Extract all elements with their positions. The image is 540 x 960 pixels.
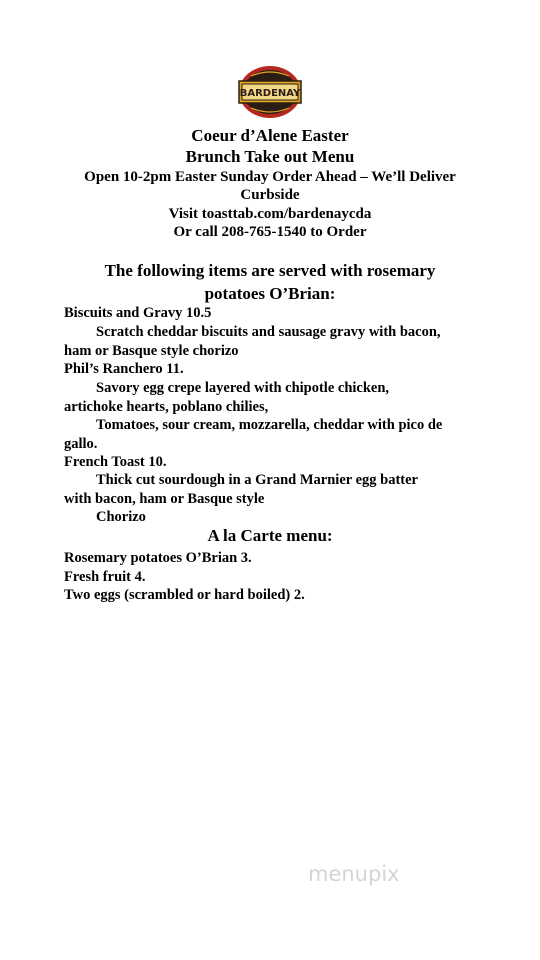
menu-item-description: artichoke hearts, poblano chilies, [64, 399, 269, 415]
section-heading-line-1: The following items are served with rosemary [104, 261, 436, 280]
menu-item-title: Biscuits and Gravy 10.5 [64, 305, 212, 321]
bardenay-logo [237, 64, 303, 120]
hours-line-continued: Curbside [240, 187, 300, 203]
page-title-line-1: Coeur d’Alene Easter [191, 126, 349, 145]
alacarte-heading: A la Carte menu: [207, 526, 333, 545]
menu-item-title: French Toast 10. [64, 454, 167, 470]
menu-item-description: Thick cut sourdough in a Grand Marnier egg batter [96, 472, 418, 488]
alacarte-item: Fresh fruit 4. [64, 569, 146, 585]
menu-item-description: gallo. [64, 436, 98, 452]
menu-item-description: Savory egg crepe layered with chipotle chicken, [96, 380, 390, 396]
alacarte-item: Rosemary potatoes O’Brian 3. [64, 550, 252, 566]
menu-item-title: Phil’s Ranchero 11. [64, 361, 184, 377]
menu-item-description: Scratch cheddar biscuits and sausage gravy with bacon, [96, 324, 441, 340]
menu-item-description: with bacon, ham or Basque style [64, 491, 265, 507]
menu-item-description: Chorizo [96, 509, 146, 525]
website-line: Visit toasttab.com/bardenaycda [168, 206, 372, 222]
menu-item-description: ham or Basque style chorizo [64, 343, 239, 359]
menu-item-description: Tomatoes, sour cream, mozzarella, cheddar with pico de [96, 417, 443, 433]
page-title-line-2: Brunch Take out Menu [185, 147, 355, 166]
hours-line: Open 10-2pm Easter Sunday Order Ahead – We’ll Deliver [84, 169, 456, 185]
menupix-watermark: menupix [308, 862, 400, 886]
alacarte-item: Two eggs (scrambled or hard boiled) 2. [64, 587, 305, 603]
phone-line: Or call 208-765-1540 to Order [173, 224, 367, 240]
logo-text: BARDENAY [239, 88, 301, 99]
section-heading-line-2: potatoes O’Brian: [204, 284, 336, 303]
